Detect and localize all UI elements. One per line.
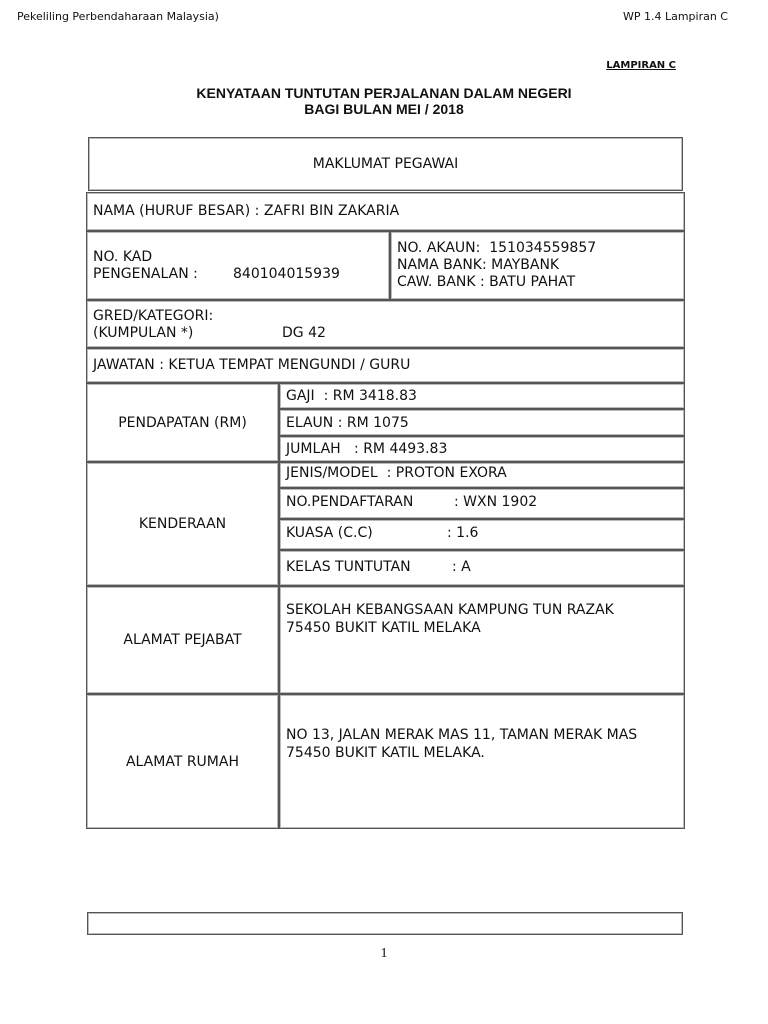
title-line-2: BAGI BULAN MEI / 2018: [304, 101, 464, 117]
kad-label-1: NO. KAD: [93, 249, 153, 265]
alamat-pejabat-cell: [279, 586, 685, 694]
jenis-cell: [279, 462, 685, 488]
gaji-text: GAJI : RM 3418.83: [286, 388, 417, 404]
title-line-1: KENYATAAN TUNTUTAN PERJALANAN DALAM NEGERI: [196, 85, 572, 101]
jumlah-text: JUMLAH : RM 4493.83: [286, 441, 448, 457]
gaji-cell: [279, 383, 685, 409]
alamat-rumah-label: ALAMAT RUMAH: [125, 753, 239, 770]
elaun-cell: [279, 409, 685, 436]
gred-label-2: (KUMPULAN *): [93, 325, 194, 341]
kelas-cell: [279, 550, 685, 586]
document-header-right: WP 1.4 Lampiran C: [622, 10, 728, 23]
nama-text: NAMA (HURUF BESAR) : ZAFRI BIN ZAKARIA: [93, 203, 400, 219]
alamat-pejabat-label: ALAMAT PEJABAT: [123, 632, 242, 648]
nama-row: [86, 192, 685, 231]
alamat-pejabat-line-1: SEKOLAH KEBANGSAAN KAMPUNG TUN RAZAK: [286, 602, 614, 618]
document-title: [0, 85, 768, 117]
page-number: 1: [380, 946, 388, 961]
kuasa-cell: [279, 519, 685, 550]
document-header-left: Pekeliling Perbendaharaan Malaysia): [17, 10, 219, 23]
pendapatan-label: PENDAPATAN (RM): [118, 414, 247, 431]
gred-label-1: GRED/KATEGORI:: [93, 308, 214, 324]
alamat-pejabat-label-cell: [86, 586, 279, 694]
gred-row: [86, 300, 685, 348]
kelas-value: : A: [452, 559, 471, 575]
section-heading: MAKLUMAT PEGAWAI: [312, 156, 459, 172]
footer-empty-box: [87, 912, 683, 935]
jawatan-text: JAWATAN : KETUA TEMPAT MENGUNDI / GURU: [93, 357, 411, 373]
jawatan-row: [86, 348, 685, 383]
alamat-rumah-line-1: NO 13, JALAN MERAK MAS 11, TAMAN MERAK MAS: [286, 727, 638, 743]
akaun-cawangan: CAW. BANK : BATU PAHAT: [397, 274, 576, 290]
akaun-bank: NAMA BANK: MAYBANK: [397, 257, 560, 273]
alamat-rumah-line-2: 75450 BUKIT KATIL MELAKA.: [286, 745, 485, 761]
alamat-rumah-cell: [279, 694, 685, 829]
kenderaan-label: KENDERAAN: [138, 516, 227, 532]
jenis-text: JENIS/MODEL : PROTON EXORA: [286, 465, 507, 481]
pendaftaran-label: NO.PENDAFTARAN: [286, 494, 414, 510]
akaun-cell: [390, 231, 685, 300]
akaun-no: NO. AKAUN: 151034559857: [397, 240, 597, 256]
gred-value: DG 42: [282, 325, 326, 341]
pendapatan-label-cell: [86, 383, 279, 462]
kenderaan-label-cell: [86, 462, 279, 586]
kelas-label: KELAS TUNTUTAN: [286, 559, 411, 575]
elaun-text: ELAUN : RM 1075: [286, 415, 409, 431]
kad-cell: [86, 231, 390, 300]
pendaftaran-value: : WXN 1902: [454, 494, 538, 510]
pendaftaran-cell: [279, 488, 685, 519]
jumlah-cell: [279, 436, 685, 462]
alamat-rumah-label-cell: [86, 694, 279, 829]
section-heading-box: [88, 137, 683, 191]
alamat-pejabat-line-2: 75450 BUKIT KATIL MELAKA: [286, 620, 481, 636]
kuasa-label: KUASA (C.C): [286, 525, 373, 541]
lampiran-label: LAMPIRAN C: [606, 60, 676, 71]
kad-value: 840104015939: [233, 266, 340, 282]
kuasa-value: : 1.6: [447, 525, 479, 541]
kad-label-2: PENGENALAN :: [93, 266, 198, 282]
